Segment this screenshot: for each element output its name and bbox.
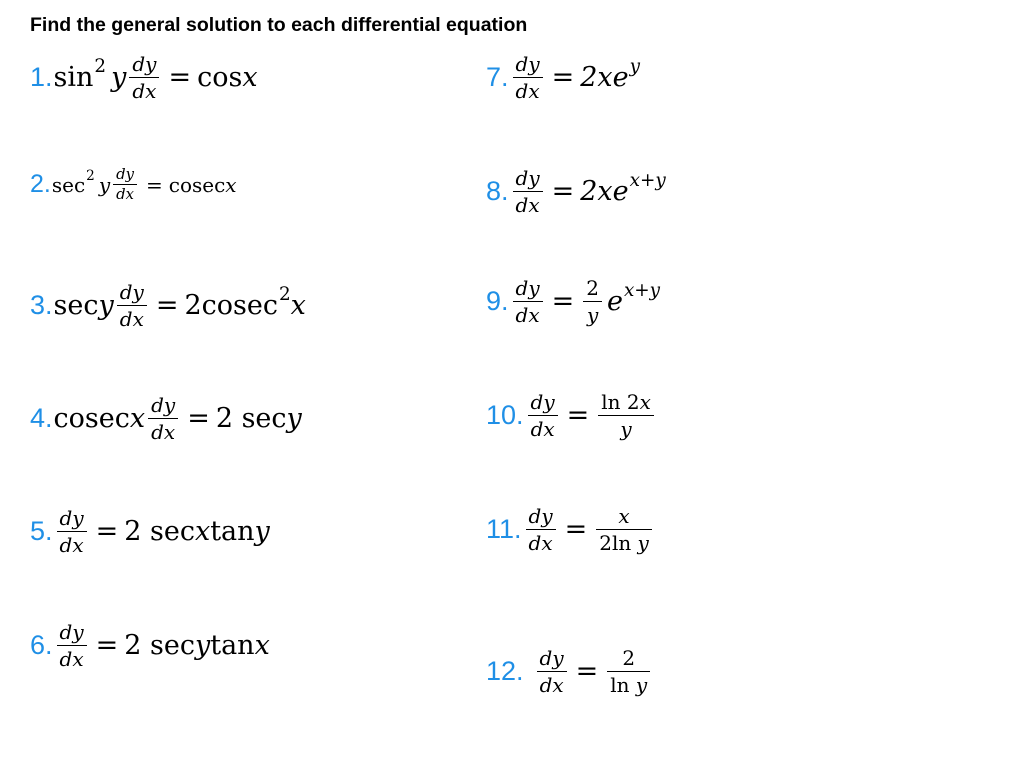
numerator: dy bbox=[59, 506, 84, 530]
equation-10 bbox=[486, 390, 657, 441]
rhs-function: 2 sec bbox=[215, 403, 287, 434]
equation-number: 5. bbox=[30, 516, 53, 546]
equation-9 bbox=[486, 276, 660, 327]
coefficient-fraction bbox=[583, 276, 602, 327]
equals-sign: = bbox=[551, 286, 575, 317]
rhs-exponent: y bbox=[629, 55, 640, 77]
equation-7 bbox=[486, 52, 640, 103]
rhs-variable: x bbox=[225, 172, 237, 197]
numerator-text: ln 2 bbox=[601, 390, 640, 414]
lhs-exponent: 2 bbox=[86, 168, 95, 185]
numerator: dy bbox=[530, 390, 555, 414]
equation-5 bbox=[30, 506, 270, 557]
rhs-fraction bbox=[596, 504, 652, 555]
equation-number: 6. bbox=[30, 630, 53, 660]
lhs-function: cosec bbox=[53, 403, 130, 434]
numerator: dy bbox=[119, 280, 144, 304]
derivative-fraction bbox=[528, 390, 558, 441]
equals-sign: = bbox=[145, 172, 163, 197]
rhs-function: cos bbox=[197, 62, 243, 93]
numerator: dy bbox=[539, 646, 564, 670]
page-title: Find the general solution to each differential equation bbox=[30, 14, 528, 36]
denominator: dx bbox=[515, 193, 540, 217]
equation-2 bbox=[30, 166, 237, 203]
rhs-fraction bbox=[607, 646, 650, 697]
derivative-fraction bbox=[129, 52, 159, 103]
rhs-expression: e bbox=[606, 286, 623, 317]
numerator-variable: x bbox=[639, 390, 651, 414]
denominator: y bbox=[586, 303, 599, 327]
lhs-variable: y bbox=[98, 172, 111, 197]
equation-number: 2. bbox=[30, 170, 51, 198]
rhs-exponent: 2 bbox=[278, 283, 291, 305]
lhs-function: sec bbox=[51, 172, 86, 197]
derivative-fraction bbox=[513, 52, 543, 103]
rhs-term-b: tan bbox=[210, 630, 255, 661]
rhs-variable-a: y bbox=[194, 630, 211, 661]
lhs-function: sin bbox=[53, 62, 94, 93]
numerator: x bbox=[618, 504, 630, 528]
equals-sign: = bbox=[575, 656, 599, 687]
rhs-expression: 2xe bbox=[580, 176, 629, 207]
equation-number: 9. bbox=[486, 286, 509, 316]
lhs-variable: y bbox=[98, 290, 114, 321]
numerator: dy bbox=[59, 620, 84, 644]
rhs-variable-a: x bbox=[194, 516, 211, 547]
equation-number: 11. bbox=[486, 514, 522, 544]
equals-sign: = bbox=[564, 514, 588, 545]
numerator: dy bbox=[116, 166, 134, 183]
rhs-term-b: tan bbox=[210, 516, 255, 547]
denominator: y bbox=[620, 417, 632, 441]
derivative-fraction bbox=[513, 166, 543, 217]
derivative-fraction bbox=[57, 620, 87, 671]
denominator-variable: y bbox=[637, 531, 649, 555]
numerator: dy bbox=[515, 276, 540, 300]
numerator: 2 bbox=[622, 646, 636, 670]
equation-number: 3. bbox=[30, 290, 53, 320]
equals-sign: = bbox=[187, 403, 210, 434]
denominator: dx bbox=[59, 533, 84, 557]
denominator: dx bbox=[528, 531, 553, 555]
numerator: 2 bbox=[586, 276, 599, 300]
rhs-fraction bbox=[598, 390, 654, 441]
rhs-variable: x bbox=[242, 62, 258, 93]
derivative-fraction bbox=[57, 506, 87, 557]
lhs-variable: y bbox=[111, 62, 127, 93]
equation-number: 8. bbox=[486, 176, 509, 206]
equation-11 bbox=[486, 504, 655, 555]
equals-sign: = bbox=[155, 290, 179, 321]
equation-number: 12. bbox=[486, 656, 524, 686]
denominator-variable: y bbox=[635, 673, 648, 697]
equals-sign: = bbox=[566, 400, 590, 431]
denominator: dx bbox=[59, 647, 84, 671]
derivative-fraction bbox=[148, 393, 178, 444]
numerator: dy bbox=[151, 393, 176, 417]
equals-sign: = bbox=[95, 516, 119, 547]
denominator: dx bbox=[530, 417, 555, 441]
equation-1 bbox=[30, 52, 258, 103]
equation-4 bbox=[30, 393, 302, 444]
denominator: dx bbox=[116, 186, 134, 203]
denominator-text: 2ln bbox=[599, 531, 638, 555]
denominator: dx bbox=[119, 307, 144, 331]
derivative-fraction bbox=[117, 280, 147, 331]
equals-sign: = bbox=[551, 62, 575, 93]
numerator: dy bbox=[515, 166, 540, 190]
equation-number: 1. bbox=[30, 62, 53, 92]
equation-number: 7. bbox=[486, 62, 509, 92]
equation-3 bbox=[30, 280, 306, 331]
rhs-exponent: x+y bbox=[629, 169, 666, 191]
lhs-exponent: 2 bbox=[94, 55, 107, 77]
equation-6 bbox=[30, 620, 270, 671]
equation-12 bbox=[486, 646, 653, 697]
denominator: dx bbox=[132, 79, 157, 103]
rhs-function: 2cosec bbox=[184, 290, 278, 321]
denominator: dx bbox=[515, 79, 540, 103]
denominator: dx bbox=[515, 303, 540, 327]
equation-8 bbox=[486, 166, 666, 217]
rhs-exponent: x+y bbox=[623, 279, 661, 301]
equation-number: 10. bbox=[486, 400, 524, 430]
equation-number: 4. bbox=[30, 403, 53, 433]
equals-sign: = bbox=[95, 630, 119, 661]
derivative-fraction bbox=[513, 276, 543, 327]
denominator-text: ln bbox=[610, 673, 636, 697]
rhs-term-a: 2 sec bbox=[124, 516, 195, 547]
derivative-fraction bbox=[113, 166, 137, 203]
rhs-variable-b: y bbox=[254, 516, 270, 547]
derivative-fraction bbox=[526, 504, 556, 555]
denominator: dx bbox=[539, 673, 564, 697]
numerator: dy bbox=[515, 52, 540, 76]
rhs-expression: 2xe bbox=[580, 62, 629, 93]
numerator: dy bbox=[132, 52, 157, 76]
derivative-fraction bbox=[537, 646, 567, 697]
equals-sign: = bbox=[551, 176, 575, 207]
numerator: dy bbox=[528, 504, 553, 528]
rhs-term-a: 2 sec bbox=[124, 630, 195, 661]
equals-sign: = bbox=[168, 62, 192, 93]
rhs-variable-b: x bbox=[254, 630, 270, 661]
lhs-variable: x bbox=[129, 403, 146, 434]
denominator: dx bbox=[151, 420, 176, 444]
rhs-function: cosec bbox=[168, 172, 226, 197]
rhs-variable: y bbox=[286, 403, 302, 434]
rhs-variable: x bbox=[290, 290, 306, 321]
lhs-function: sec bbox=[53, 290, 99, 321]
